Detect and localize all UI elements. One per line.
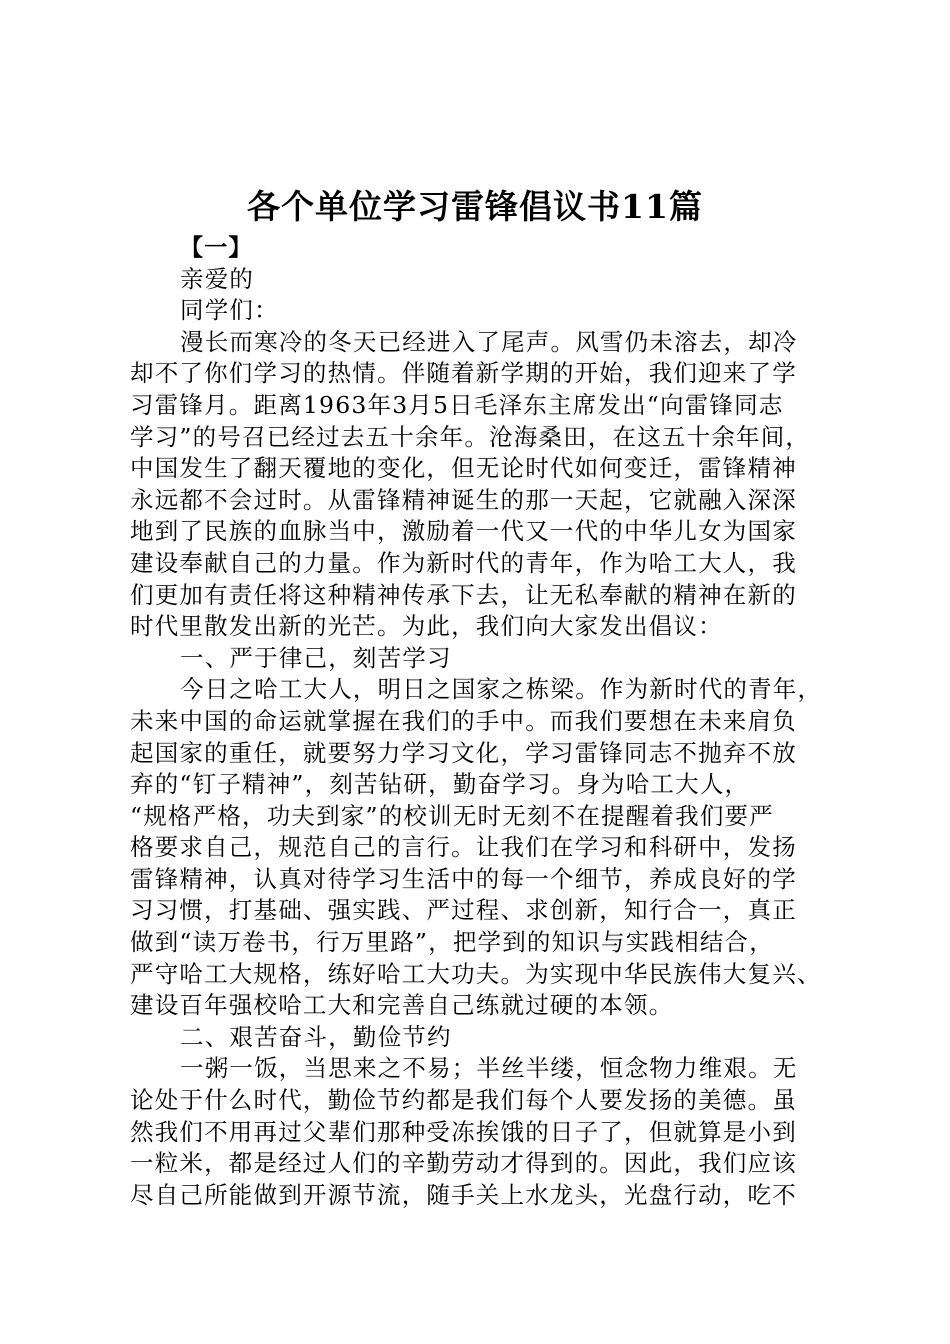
document-body [130, 232, 835, 1211]
text-line: 时代里散发出新的光芒。为此，我们向大家发出倡议： [130, 612, 723, 641]
text-line: 中国发生了翻天覆地的变化，但无论时代如何变迁，雷锋精神 [130, 454, 797, 483]
text-line: 未来中国的命运就掌握在我们的手中。而我们要想在未来肩负 [130, 706, 797, 735]
text-line: 漫长而寒冷的冬天已经进入了尾声。风雪仍未溶去，却冷 [180, 327, 798, 356]
text-line: “规格严格，功夫到家”的校训无时无刻不在提醒着我们要严 [130, 801, 774, 830]
text-line: 习习惯，打基础、强实践、严过程、求创新，知行合一，真正 [130, 896, 797, 925]
text-line: 却不了你们学习的热情。伴随着新学期的开始，我们迎来了学 [130, 359, 797, 388]
text-line: 弃的“钉子精神”，刻苦钻研，勤奋学习。身为哈工大人， [130, 770, 750, 799]
document-title: 各个单位学习雷锋倡议书11篇 [247, 187, 703, 226]
text-line: 一粥一饭，当思来之不易；半丝半缕，恒念物力维艰。无 [180, 1054, 798, 1083]
text-line: 然我们不用再过父辈们那种受冻挨饿的日子了，但就算是小到 [130, 1117, 797, 1146]
text-line: 们更加有责任将这种精神传承下去，让无私奉献的精神在新的 [130, 580, 797, 609]
text-line: 建设百年强校哈工大和完善自己练就过硬的本领。 [130, 991, 674, 1020]
text-line: 建设奉献自己的力量。作为新时代的青年，作为哈工大人，我 [130, 548, 797, 577]
text-line: 学习”的号召已经过去五十余年。沧海桑田，在这五十余年间， [130, 422, 811, 451]
text-line: 同学们： [180, 296, 279, 325]
text-line: 雷锋精神，认真对待学习生活中的每一个细节，养成良好的学 [130, 864, 797, 893]
text-line: 一、严于律己，刻苦学习 [180, 643, 452, 672]
text-line: 论处于什么时代，勤俭节约都是我们每个人要发扬的美德。虽 [130, 1086, 797, 1115]
text-line: 做到“读万卷书，行万里路”，把学到的知识与实践相结合， [130, 928, 774, 957]
text-line: 习雷锋月。距离1963年3月5日毛泽东主席发出“向雷锋同志 [130, 390, 784, 419]
text-line: 严守哈工大规格，练好哈工大功夫。为实现中华民族伟大复兴、 [130, 959, 822, 988]
text-line: 起国家的重任，就要努力学习文化，学习雷锋同志不抛弃不放 [130, 738, 797, 767]
text-line: 一粒米，都是经过人们的辛勤劳动才得到的。因此，我们应该 [130, 1149, 797, 1178]
text-line: 今日之哈工大人，明日之国家之栋梁。作为新时代的青年， [180, 675, 823, 704]
text-line: 永远都不会过时。从雷锋精神诞生的那一天起，它就融入深深 [130, 485, 797, 514]
paragraph-lines [130, 264, 835, 1212]
text-line: 地到了民族的血脉当中，激励着一代又一代的中华儿女为国家 [130, 517, 797, 546]
text-line: 尽自己所能做到开源节流，随手关上水龙头，光盘行动，吃不 [130, 1180, 797, 1209]
section-label: 【一】 [180, 234, 253, 261]
text-line: 二、艰苦奋斗，勤俭节约 [180, 1022, 452, 1051]
text-line: 亲爱的 [180, 264, 255, 293]
text-line: 格要求自己，规范自己的言行。让我们在学习和科研中，发扬 [130, 833, 797, 862]
